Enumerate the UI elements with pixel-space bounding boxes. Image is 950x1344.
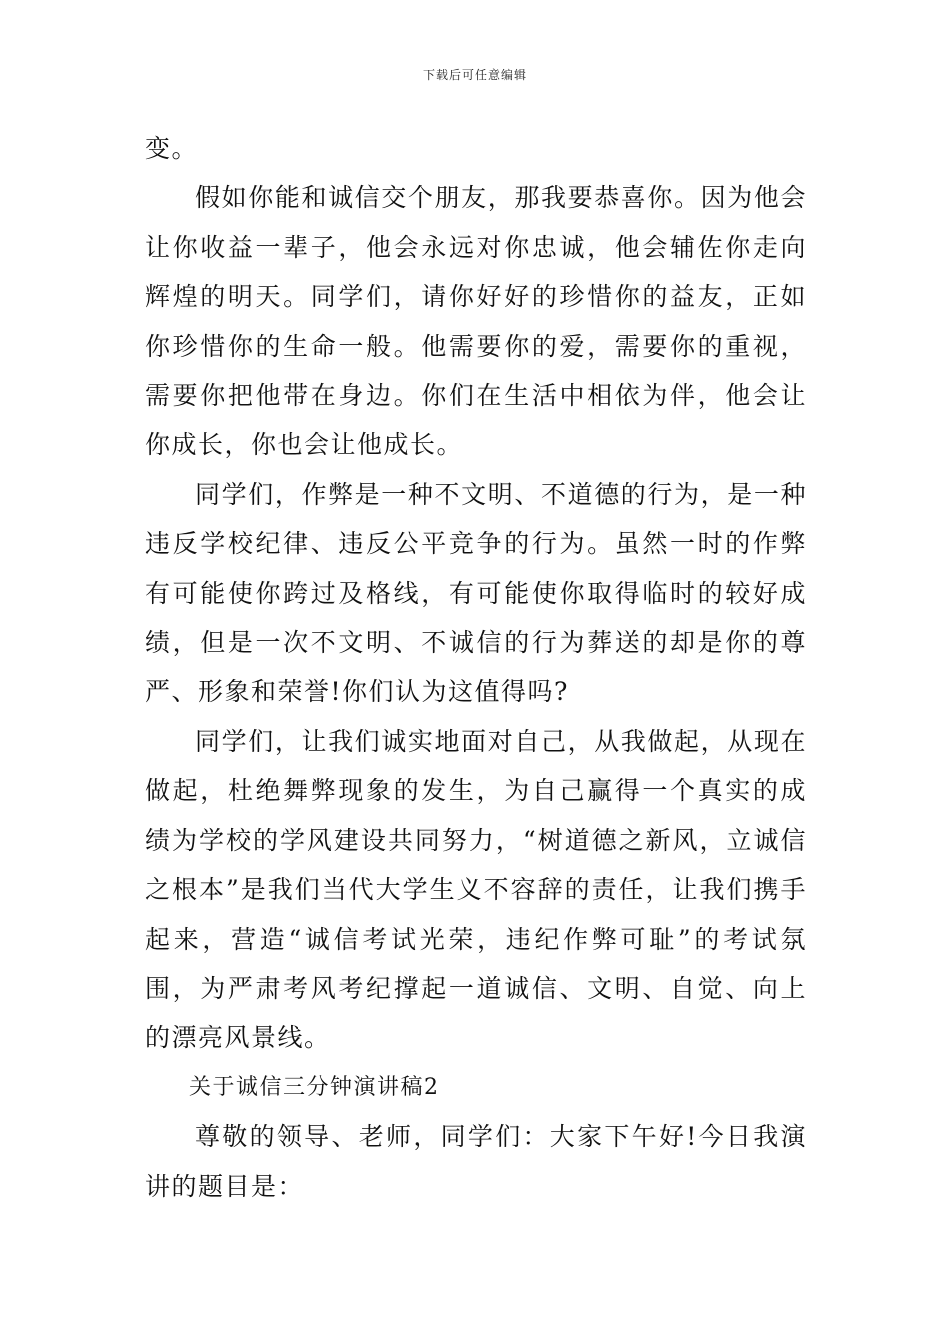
section-heading: 关于诚信三分钟演讲稿2 — [189, 1074, 440, 1100]
page-header: 下载后可任意编辑 — [422, 68, 527, 82]
paragraph-continuation: 变。 — [145, 134, 199, 163]
paragraph: 尊敬的领导、老师，同学们：大家下午好!今日我演讲的题目是： — [145, 1122, 807, 1201]
paragraph: 同学们，作弊是一种不文明、不道德的行为，是一种违反学校纪律、违反公平竞争的行为。虽然一时的作弊有可能使你跨过及格线，有可能使你取得临时的较好成绩，但是一次不文明、不诚信的行为葬送的却是你的尊严、形象和荣誉!你们认为这值得吗? — [145, 479, 807, 707]
paragraph: 同学们，让我们诚实地面对自己，从我做起，从现在做起，杜绝舞弊现象的发生，为自己赢得一个真实的成绩为学校的学风建设共同努力，“树道德之新风，立诚信之根本”是我们当代大学生义不容辞的责任，让我们携手起来，营造“诚信考试光荣，违纪作弊可耻”的考试氛围，为严肃考风考纪撑起一道诚信、文明、自觉、向上的漂亮风景线。 — [145, 726, 807, 1053]
paragraph: 假如你能和诚信交个朋友，那我要恭喜你。因为他会让你收益一辈子，他会永远对你忠诚，他会辅佐你走向辉煌的明天。同学们，请你好好的珍惜你的益友，正如你珍惜你的生命一般。他需要你的爱，需要你的重视，需要你把他带在身边。你们在生活中相依为伴，他会让你成长，你也会让他成长。 — [145, 183, 807, 460]
document-body — [145, 124, 807, 1211]
